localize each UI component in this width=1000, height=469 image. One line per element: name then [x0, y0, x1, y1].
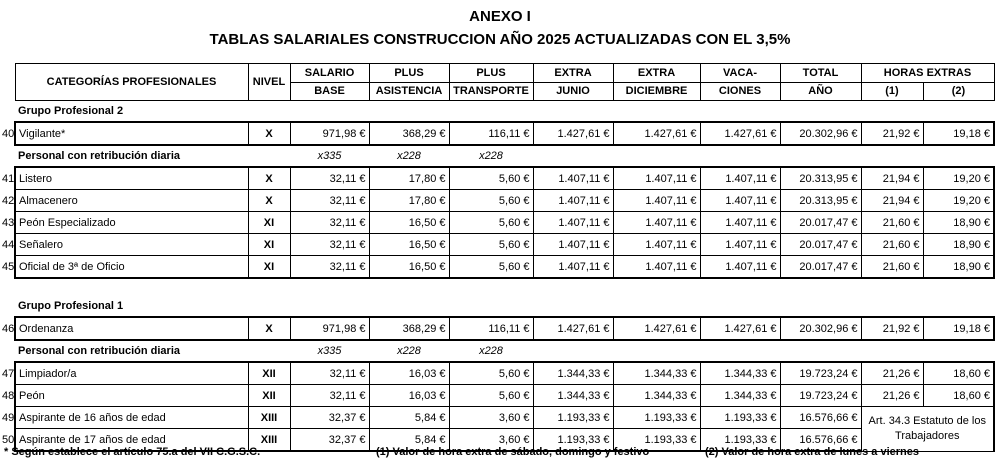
horas-extras-2-cell: 19,20 €: [923, 190, 994, 212]
header-asistencia-2: ASISTENCIA: [369, 82, 449, 101]
horas-extras-2-cell: 18,60 €: [923, 385, 994, 407]
plus-asistencia-cell: 16,50 €: [369, 256, 449, 279]
nivel-cell: XII: [248, 362, 290, 385]
nivel-cell: X: [248, 317, 290, 340]
horas-extras-1-cell: 21,60 €: [861, 234, 923, 256]
mult-base: x335: [317, 345, 342, 357]
salario-base-cell: 32,11 €: [290, 212, 369, 234]
plus-asistencia-cell: 16,03 €: [369, 362, 449, 385]
header-horas-extras: HORAS EXTRAS: [861, 64, 994, 83]
plus-transporte-cell: 5,60 €: [449, 385, 533, 407]
group-label: Grupo Profesional 2: [18, 105, 124, 117]
vacaciones-cell: 1.344,33 €: [700, 362, 780, 385]
extra-junio-cell: 1.407,11 €: [533, 256, 613, 279]
nivel-cell: XI: [248, 256, 290, 279]
total-ano-cell: 16.576,66 €: [780, 429, 861, 452]
category-cell: [2, 407, 248, 429]
category-label: Ordenanza: [19, 322, 74, 335]
extra-junio-cell: 1.427,61 €: [533, 317, 613, 340]
plus-transporte-cell: 116,11 €: [449, 317, 533, 340]
vacaciones-cell: 1.193,33 €: [700, 407, 780, 429]
row-number: 44: [2, 238, 15, 251]
vacaciones-cell: 1.427,61 €: [700, 317, 780, 340]
multiplier-row: [15, 145, 994, 167]
table-row: [15, 122, 994, 145]
header-row-1: [15, 64, 994, 83]
category-label: Peón Especializado: [19, 216, 116, 229]
table-row: [15, 190, 994, 212]
total-ano-cell: 16.576,66 €: [780, 407, 861, 429]
category-cell: [2, 167, 248, 190]
category-cell: [2, 362, 248, 385]
category-cell: [2, 385, 248, 407]
plus-asistencia-cell: 368,29 €: [369, 122, 449, 145]
plus-asistencia-cell: 16,03 €: [369, 385, 449, 407]
nivel-cell: X: [248, 190, 290, 212]
table-row: [15, 234, 994, 256]
row-number: 48: [2, 389, 15, 402]
total-ano-cell: 20.313,95 €: [780, 167, 861, 190]
total-ano-cell: 19.723,24 €: [780, 362, 861, 385]
category-cell: [2, 212, 248, 234]
total-ano-cell: 20.017,47 €: [780, 256, 861, 279]
total-ano-cell: 20.302,96 €: [780, 317, 861, 340]
plus-transporte-cell: 5,60 €: [449, 212, 533, 234]
category-label: Oficial de 3ª de Oficio: [19, 260, 125, 273]
mult-transporte: x228: [479, 345, 503, 357]
category-cell: [2, 234, 248, 256]
total-ano-cell: 20.313,95 €: [780, 190, 861, 212]
diaria-label: Personal con retribución diaria: [18, 150, 180, 162]
table-row: [15, 167, 994, 190]
category-label: Listero: [19, 172, 53, 185]
salario-base-cell: 32,11 €: [290, 256, 369, 279]
horas-extras-2-cell: 19,20 €: [923, 167, 994, 190]
plus-asistencia-cell: 17,80 €: [369, 167, 449, 190]
page-title: ANEXO I: [469, 8, 531, 25]
table-row: [15, 212, 994, 234]
horas-extras-1-cell: 21,60 €: [861, 212, 923, 234]
header-salario-2: BASE: [290, 82, 369, 101]
plus-asistencia-cell: 5,84 €: [369, 429, 449, 452]
table-row: [15, 407, 994, 429]
group-row-g1: [15, 296, 994, 317]
row-number: 43: [2, 216, 15, 229]
salario-base-cell: 32,11 €: [290, 190, 369, 212]
footnote-2: (2) Valor de hora extra de lunes a viernes: [705, 446, 919, 458]
category-label: Limpiador/a: [19, 367, 77, 380]
horas-extras-2-cell: 19,18 €: [923, 317, 994, 340]
vacaciones-cell: 1.407,11 €: [700, 234, 780, 256]
header-nivel: NIVEL: [248, 64, 290, 101]
horas-extras-2-cell: 18,90 €: [923, 256, 994, 279]
plus-asistencia-cell: 5,84 €: [369, 407, 449, 429]
extra-diciembre-cell: 1.193,33 €: [613, 407, 700, 429]
category-label: Aspirante de 16 años de edad: [19, 411, 166, 424]
vacaciones-cell: 1.193,33 €: [700, 429, 780, 452]
header-categorias: CATEGORÍAS PROFESIONALES: [15, 64, 248, 101]
nivel-cell: XI: [248, 212, 290, 234]
spacer-row: [15, 278, 994, 296]
salario-base-cell: 32,37 €: [290, 407, 369, 429]
row-number: 50: [2, 433, 15, 446]
mult-asistencia: x228: [397, 150, 421, 162]
vacaciones-cell: 1.344,33 €: [700, 385, 780, 407]
row-number: 40: [2, 127, 15, 140]
footnote-articulo: * Según establece el artículo 75.a del VII C.G.S.C.: [4, 446, 261, 458]
diaria-label: Personal con retribución diaria: [18, 345, 180, 357]
extra-junio-cell: 1.427,61 €: [533, 122, 613, 145]
table-row: [15, 256, 994, 279]
header-total-2: AÑO: [780, 82, 861, 101]
mult-transporte: x228: [479, 150, 503, 162]
salario-base-cell: 971,98 €: [290, 122, 369, 145]
extra-diciembre-cell: 1.407,11 €: [613, 190, 700, 212]
plus-transporte-cell: 5,60 €: [449, 167, 533, 190]
horas-extras-2-cell: 18,90 €: [923, 234, 994, 256]
extra-diciembre-cell: 1.427,61 €: [613, 317, 700, 340]
category-label: Vigilante*: [19, 127, 66, 140]
table-row: [15, 385, 994, 407]
category-label: Señalero: [19, 238, 64, 251]
row-number: 41: [2, 172, 15, 185]
header-vacaciones: VACA-: [700, 64, 780, 83]
extra-diciembre-cell: 1.407,11 €: [613, 212, 700, 234]
extra-diciembre-cell: 1.344,33 €: [613, 385, 700, 407]
extra-junio-cell: 1.407,11 €: [533, 167, 613, 190]
header-h1: (1): [861, 82, 923, 101]
total-ano-cell: 20.017,47 €: [780, 234, 861, 256]
extra-diciembre-cell: 1.407,11 €: [613, 234, 700, 256]
plus-transporte-cell: 3,60 €: [449, 407, 533, 429]
header-transporte: PLUS: [449, 64, 533, 83]
salario-base-cell: 32,11 €: [290, 167, 369, 190]
plus-transporte-cell: 5,60 €: [449, 190, 533, 212]
header-total: TOTAL: [780, 64, 861, 83]
extra-junio-cell: 1.344,33 €: [533, 385, 613, 407]
row-number: 47: [2, 367, 15, 380]
category-cell: [2, 256, 248, 279]
vacaciones-cell: 1.407,11 €: [700, 190, 780, 212]
horas-extras-1-cell: 21,26 €: [861, 385, 923, 407]
plus-transporte-cell: 5,60 €: [449, 256, 533, 279]
salario-base-cell: 32,11 €: [290, 385, 369, 407]
row-number: 49: [2, 411, 15, 424]
nivel-cell: XII: [248, 385, 290, 407]
mult-base: x335: [317, 150, 342, 162]
plus-transporte-cell: 5,60 €: [449, 362, 533, 385]
footnote-1: (1) Valor de hora extra de sábado, domingo y festivo: [376, 446, 650, 458]
extra-junio-cell: 1.344,33 €: [533, 362, 613, 385]
extra-diciembre-cell: 1.407,11 €: [613, 167, 700, 190]
header-transporte-2: TRANSPORTE: [449, 82, 533, 101]
horas-extras-1-cell: 21,26 €: [861, 362, 923, 385]
row-number: 46: [2, 322, 15, 335]
row-number: 42: [2, 194, 15, 207]
total-ano-cell: 19.723,24 €: [780, 385, 861, 407]
multiplier-row: [15, 340, 994, 362]
extra-diciembre-cell: 1.193,33 €: [613, 429, 700, 452]
plus-transporte-cell: 116,11 €: [449, 122, 533, 145]
extra-junio-cell: 1.193,33 €: [533, 407, 613, 429]
header-h2: (2): [923, 82, 994, 101]
header-junio: EXTRA: [533, 64, 613, 83]
plus-transporte-cell: 3,60 €: [449, 429, 533, 452]
header-salario: SALARIO: [290, 64, 369, 83]
mult-asistencia: x228: [397, 345, 421, 357]
group-row-g2: [15, 101, 994, 123]
horas-extras-2-cell: 19,18 €: [923, 122, 994, 145]
plus-asistencia-cell: 17,80 €: [369, 190, 449, 212]
plus-transporte-cell: 5,60 €: [449, 234, 533, 256]
horas-extras-1-cell: 21,94 €: [861, 167, 923, 190]
plus-asistencia-cell: 16,50 €: [369, 234, 449, 256]
page-subtitle: TABLAS SALARIALES CONSTRUCCION AÑO 2025 ACTUALIZADAS CON EL 3,5%: [209, 31, 791, 48]
total-ano-cell: 20.017,47 €: [780, 212, 861, 234]
vacaciones-cell: 1.407,11 €: [700, 212, 780, 234]
horas-extras-1-cell: 21,94 €: [861, 190, 923, 212]
header-diciembre-2: DICIEMBRE: [613, 82, 700, 101]
category-cell: [2, 122, 248, 145]
nivel-cell: X: [248, 122, 290, 145]
vacaciones-cell: 1.407,11 €: [700, 256, 780, 279]
salario-base-cell: 32,11 €: [290, 362, 369, 385]
nivel-cell: XIII: [248, 429, 290, 452]
category-label: Peón: [19, 389, 45, 402]
nivel-cell: X: [248, 167, 290, 190]
extra-diciembre-cell: 1.344,33 €: [613, 362, 700, 385]
extra-junio-cell: 1.407,11 €: [533, 234, 613, 256]
extra-junio-cell: 1.407,11 €: [533, 190, 613, 212]
category-label: Aspirante de 17 años de edad: [19, 433, 166, 446]
plus-asistencia-cell: 16,50 €: [369, 212, 449, 234]
header-junio-2: JUNIO: [533, 82, 613, 101]
row-number: 45: [2, 260, 15, 273]
salario-base-cell: 32,37 €: [290, 429, 369, 452]
estatuto-note: Art. 34.3 Estatuto de los Trabajadores: [861, 407, 994, 452]
horas-extras-1-cell: 21,92 €: [861, 122, 923, 145]
header-asistencia: PLUS: [369, 64, 449, 83]
table-row: [15, 317, 994, 340]
extra-junio-cell: 1.193,33 €: [533, 429, 613, 452]
plus-asistencia-cell: 368,29 €: [369, 317, 449, 340]
category-cell: [2, 190, 248, 212]
category-cell: [2, 317, 248, 340]
header-vacaciones-2: CIONES: [700, 82, 780, 101]
vacaciones-cell: 1.407,11 €: [700, 167, 780, 190]
vacaciones-cell: 1.427,61 €: [700, 122, 780, 145]
header-diciembre: EXTRA: [613, 64, 700, 83]
nivel-cell: XI: [248, 234, 290, 256]
nivel-cell: XIII: [248, 407, 290, 429]
salario-base-cell: 971,98 €: [290, 317, 369, 340]
table-row: [15, 362, 994, 385]
total-ano-cell: 20.302,96 €: [780, 122, 861, 145]
category-label: Almacenero: [19, 194, 78, 207]
salario-base-cell: 32,11 €: [290, 234, 369, 256]
horas-extras-2-cell: 18,60 €: [923, 362, 994, 385]
group-label: Grupo Profesional 1: [18, 300, 124, 312]
extra-junio-cell: 1.407,11 €: [533, 212, 613, 234]
extra-diciembre-cell: 1.427,61 €: [613, 122, 700, 145]
horas-extras-1-cell: 21,92 €: [861, 317, 923, 340]
extra-diciembre-cell: 1.407,11 €: [613, 256, 700, 279]
horas-extras-1-cell: 21,60 €: [861, 256, 923, 279]
horas-extras-2-cell: 18,90 €: [923, 212, 994, 234]
